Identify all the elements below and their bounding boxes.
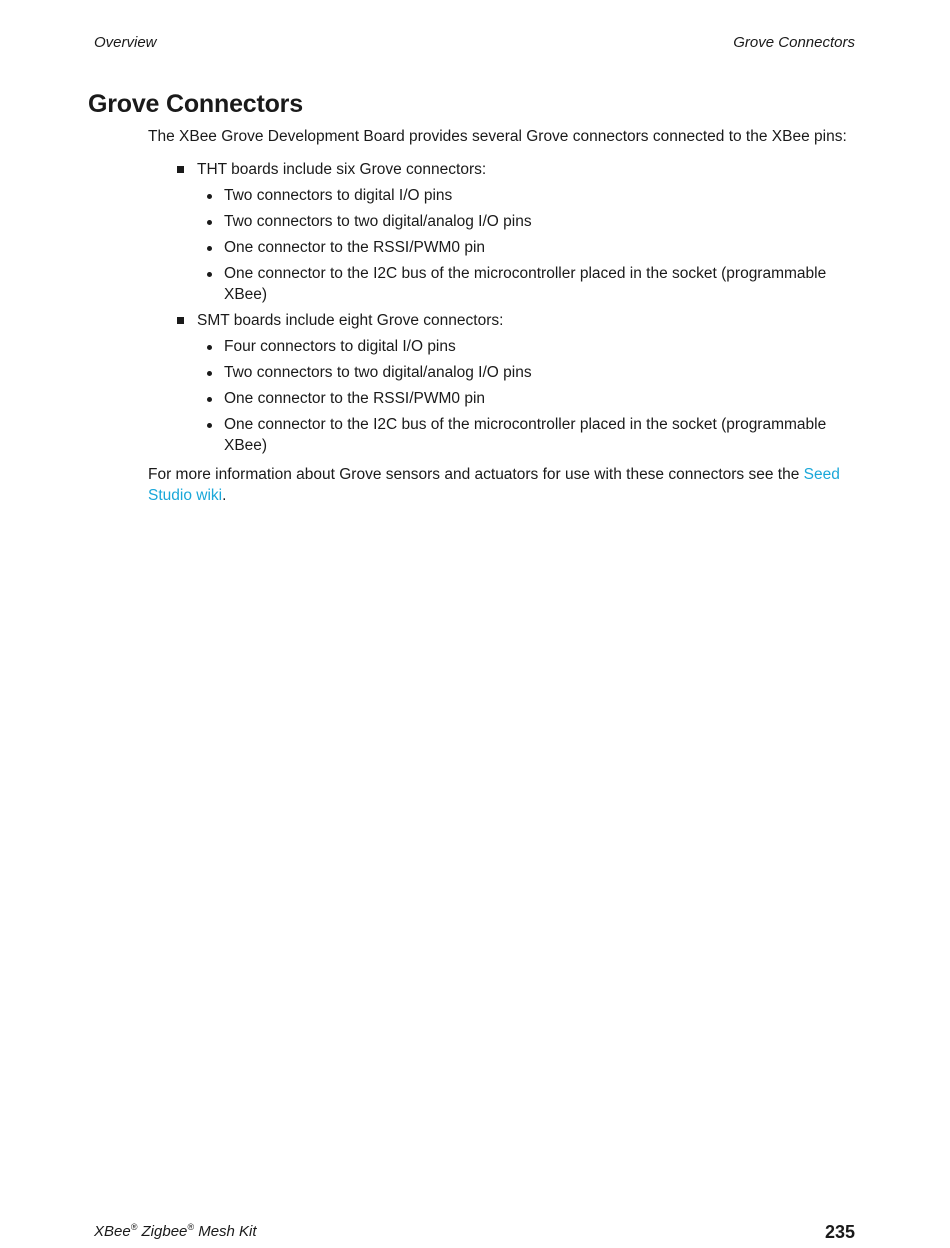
list-item-label: THT boards include six Grove connectors: — [197, 161, 487, 178]
dot-bullet-icon — [207, 194, 212, 199]
dot-bullet-icon — [207, 246, 212, 251]
list-item-tht-boards — [197, 159, 856, 305]
board-type-list — [148, 159, 856, 456]
running-header-section: Grove Connectors — [733, 34, 855, 51]
list-item: One connector to the RSSI/PWM0 pin — [224, 388, 856, 409]
list-item: One connector to the RSSI/PWM0 pin — [224, 237, 856, 258]
dot-bullet-icon — [207, 220, 212, 225]
square-bullet-icon — [177, 317, 184, 324]
list-item: One connector to the I2C bus of the microcontroller placed in the socket (programmable XBee) — [224, 414, 856, 456]
list-item-label: SMT boards include eight Grove connectors: — [197, 312, 504, 329]
dot-bullet-icon — [207, 345, 212, 350]
section-title: Grove Connectors — [88, 90, 303, 118]
footer-product-name: XBee® Zigbee® Mesh Kit — [94, 1222, 257, 1240]
list-item: Two connectors to two digital/analog I/O pins — [224, 211, 856, 232]
dot-bullet-icon — [207, 371, 212, 376]
smt-connector-list — [197, 336, 856, 456]
page-number: 235 — [824, 1222, 855, 1242]
intro-paragraph: The XBee Grove Development Board provides several Grove connectors connected to the XBee pins: — [148, 128, 847, 145]
running-header-chapter: Overview — [94, 34, 157, 51]
tht-connector-list — [197, 185, 856, 305]
list-item: Four connectors to digital I/O pins — [224, 336, 856, 357]
list-item-smt-boards — [197, 310, 856, 456]
list-item: Two connectors to digital I/O pins — [224, 185, 856, 206]
seed-studio-wiki-link[interactable]: Seed Studio wiki — [148, 466, 840, 504]
square-bullet-icon — [177, 166, 184, 173]
list-item: One connector to the I2C bus of the microcontroller placed in the socket (programmable XBee) — [224, 263, 856, 305]
more-info-paragraph: For more information about Grove sensors and actuators for use with these connectors see the Seed Studio wiki. — [148, 466, 840, 504]
section-body — [148, 126, 856, 506]
dot-bullet-icon — [207, 423, 212, 428]
dot-bullet-icon — [207, 272, 212, 277]
dot-bullet-icon — [207, 397, 212, 402]
list-item: Two connectors to two digital/analog I/O pins — [224, 362, 856, 383]
